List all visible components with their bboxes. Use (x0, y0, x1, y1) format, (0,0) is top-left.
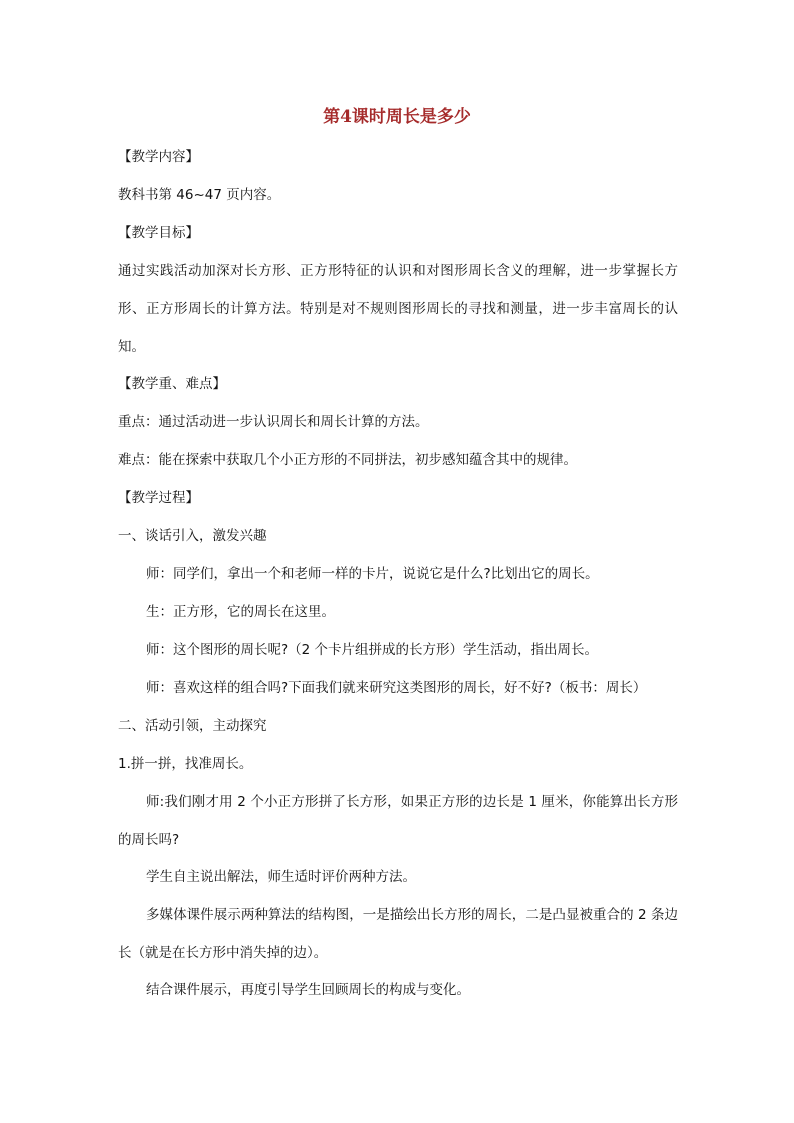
paragraph-dialogue-2: 生：正方形，它的周长在这里。 (146, 604, 335, 620)
section-heading-goals: 【教学目标】 (118, 225, 199, 241)
document-title: 第4课时周长是多少 (323, 107, 471, 127)
paragraph-difficult-point: 难点：能在探索中获取几个小正方形的不同拼法，初步感知蕴含其中的规律。 (118, 452, 577, 468)
document-body (118, 148, 678, 1019)
paragraph-teacher-question: 师:我们刚才用 2 个小正方形拼了长方形，如果正方形的边长是 1 厘米，你能算出长方形的周长吗? (118, 794, 678, 848)
paragraph-goals: 通过实践活动加深对长方形、正方形特征的认识和对图形周长含义的理解，进一步掌握长方形、正方形周长的计算方法。特别是对不规则图形周长的寻找和测量，进一步丰富周长的认知。 (118, 263, 678, 355)
section-heading-content: 【教学内容】 (118, 149, 199, 165)
subheading-introduction: 一、谈话引入，激发兴趣 (118, 528, 267, 544)
subheading-activity-1: 1.拼一拼，找准周长。 (118, 756, 253, 772)
paragraph-review: 结合课件展示，再度引导学生回顾周长的构成与变化。 (146, 982, 470, 998)
section-heading-key-points: 【教学重、难点】 (118, 376, 226, 392)
subheading-activity: 二、活动引领，主动探究 (118, 718, 267, 734)
paragraph-dialogue-1: 师：同学们，拿出一个和老师一样的卡片，说说它是什么?比划出它的周长。 (146, 566, 599, 582)
paragraph-key-point: 重点：通过活动进一步认识周长和周长计算的方法。 (118, 414, 429, 430)
paragraph-student-solutions: 学生自主说出解法，师生适时评价两种方法。 (146, 869, 416, 885)
paragraph-dialogue-3: 师：这个图形的周长呢?（2 个卡片组拼成的长方形）学生活动，指出周长。 (146, 642, 599, 658)
paragraph-multimedia: 多媒体课件展示两种算法的结构图，一是描绘出长方形的周长，二是凸显被重合的 2 条边长（就是在长方形中消失掉的边）。 (118, 907, 678, 961)
paragraph-textbook-pages: 教科书第 46~47 页内容。 (118, 187, 281, 203)
section-heading-process: 【教学过程】 (118, 490, 199, 506)
paragraph-dialogue-4: 师：喜欢这样的组合吗?下面我们就来研究这类图形的周长，好不好?（板书：周长） (146, 680, 647, 696)
